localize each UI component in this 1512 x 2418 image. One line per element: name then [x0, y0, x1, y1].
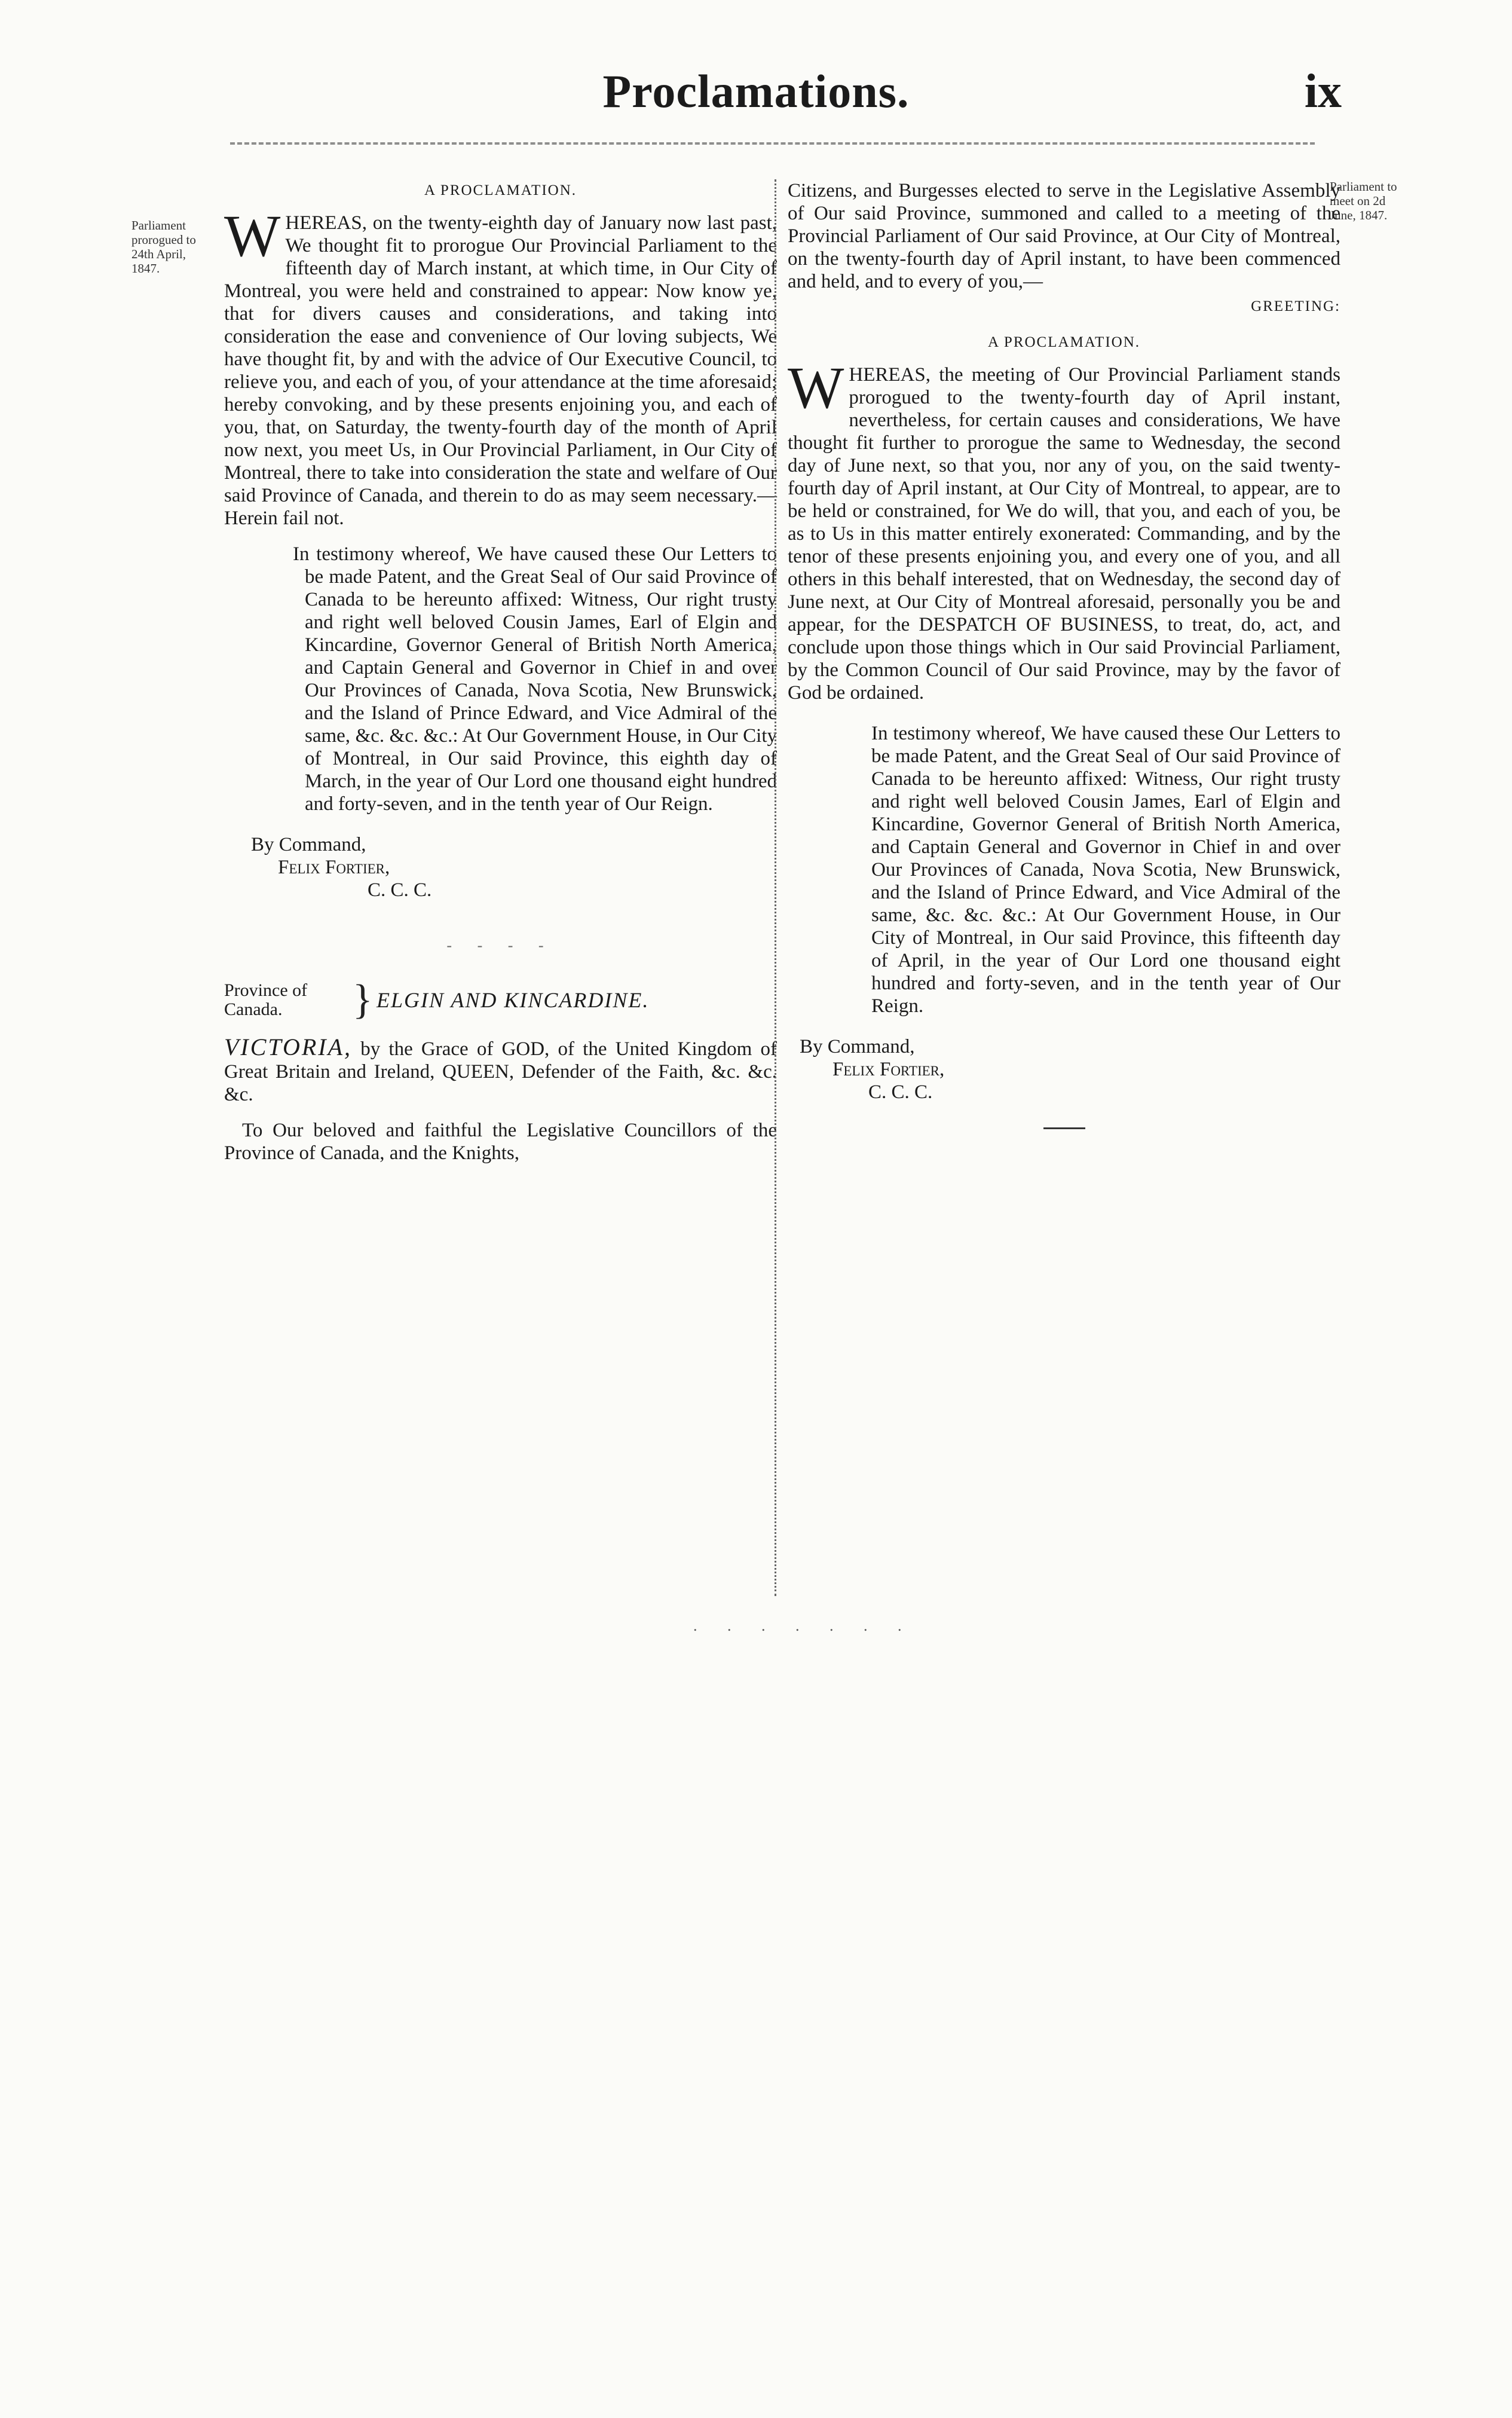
signature-block [224, 833, 777, 901]
governor-title: ELGIN AND KINCARDINE. [377, 988, 650, 1012]
proclamation-caption: A PROCLAMATION. [987, 334, 1141, 350]
footer-marks: . . . . . . . [693, 1617, 915, 1634]
victoria-name: VICTORIA, [224, 1034, 353, 1060]
signature-name: Felix Fortier, [832, 1059, 945, 1080]
proclamation-caption: A PROCLAMATION. [424, 182, 577, 198]
right-column [788, 179, 1340, 1129]
signature-by-command: By Command, [800, 1036, 915, 1057]
margin-note-right: Parliament to meet on 2d June, 1847. [1330, 179, 1397, 222]
page-number: ix [1304, 65, 1342, 118]
signature-title: C. C. C. [868, 1081, 933, 1103]
signature-block [788, 1035, 1340, 1103]
continuation-paragraph: Citizens, and Burgesses elected to serve in the Legislative Assembly of Our said Province, summoned and called to a meeting of the Provincial Parliament of Our said Province, at Our City of Montreal, on the twenty-fourth day of April instant, to have been commenced and held, and to every of you,— [788, 180, 1340, 292]
province-heading [224, 977, 777, 1023]
testimony-paragraph: In testimony whereof, We have caused these Our Letters to be made Patent, and the Great Seal of Our said Province of Canada to be hereunto affixed: Witness, Our right trusty and right well beloved Cousin James, Earl of Elgin and Kincardine, Governor General of British North America, and Captain General and Governor in Chief in and over Our Provinces of Canada, Nova Scotia, New Brunswick, and the Island of Prince Edward, and Vice Admiral of the same, &c. &c. &c.: At Our Government House, in Our City of Montreal, in Our said Province, this fifteenth day of April, in the year of Our Lord one thousand eight hundred and forty-seven, and in the tenth year of Our Reign. [871, 723, 1340, 1017]
end-rule [1043, 1127, 1085, 1129]
proclamation-body: WHEREAS, on the twenty-eighth day of January now last past, We thought fit to prorogue Our Provincial Parliament to the fifteenth day of March instant, at which time, in Our City of Montreal, you were held and constrained to appear: Now know ye, that for divers causes and considerations, and taking into consideration the ease and convenience of Our loving subjects, We have thought fit, by and with the advice of Our Executive Council, to relieve you, and each of you, of your attendance at the time aforesaid; hereby convoking, and by these presents enjoining you, and each of you, that, on Saturday, the twenty-fourth day of the month of April now next, you meet Us, in Our Provincial Parliament, in Our City of Montreal, there to take into consideration the state and welfare of Our said Province of Canada, and therein to do as may seem necessary.—Herein fail not. [224, 203, 777, 529]
victoria-paragraph [224, 1036, 777, 1106]
signature-name: Felix Fortier, [278, 857, 390, 878]
proclamation-body: WHEREAS, the meeting of Our Provincial Parliament stands prorogued to the twenty-fourth day of April instant, nevertheless, for certain causes and considerations, We have thought fit further to prorogue the same to Wednesday, the second day of June next, so that you, nor any of you, on the said twenty-fourth day of April instant, at Our City of Montreal, to appear, are to be held or constrained, for We do will, that you, and each of you, be as to Us in this matter entirely exonerated: Commanding, and by the tenor of these presents enjoining you, and every one of you, and all others in this behalf interested, that on Wednesday, the second day of June next, at Our City of Montreal aforesaid, personally you be and appear, for the DESPATCH OF BUSINESS, to treat, do, act, and conclude upon those things which in Our said Provincial Parliament, by the Common Council of Our said Province, may by the favor of God be ordained. [788, 354, 1340, 704]
signature-by-command: By Command, [251, 834, 366, 855]
header-rule [230, 142, 1315, 145]
greeting: GREETING: [1251, 298, 1340, 314]
testimony-paragraph: In testimony whereof, We have caused these Our Letters to be made Patent, and the Great Seal of Our said Province of Canada to be hereunto affixed: Witness, Our right trusty and right well beloved Cousin James, Earl of Elgin and Kincardine, Governor General of British North America, and Captain General and Governor in Chief in and over Our Provinces of Canada, Nova Scotia, New Brunswick, and the Island of Prince Edward, and Vice Admiral of the same, &c. &c. &c.: At Our Government House, in Our City of Montreal, in Our said Province, this eighth day of March, in the year of Our Lord one thousand eight hundred and forty-seven, and in the tenth year of Our Reign. [293, 543, 777, 815]
left-column [224, 179, 777, 1164]
victoria-text: by the Grace of GOD, of the United Kingdom of Great Britain and Ireland, QUEEN, Defender of the Faith, &c. &c. &c. [224, 1038, 777, 1105]
section-separator: - - - - [446, 937, 555, 954]
column-divider [775, 179, 776, 1596]
signature-title: C. C. C. [368, 879, 432, 901]
margin-note-left: Parliament prorogued to 24th April, 1847. [131, 218, 196, 276]
address-paragraph: To Our beloved and faithful the Legislative Councillors of the Province of Canada, and the Knights, [224, 1120, 777, 1164]
province-label: Province of Canada. [224, 980, 308, 1019]
page-title: Proclamations. [602, 65, 910, 117]
brace-icon: } [353, 977, 373, 1023]
